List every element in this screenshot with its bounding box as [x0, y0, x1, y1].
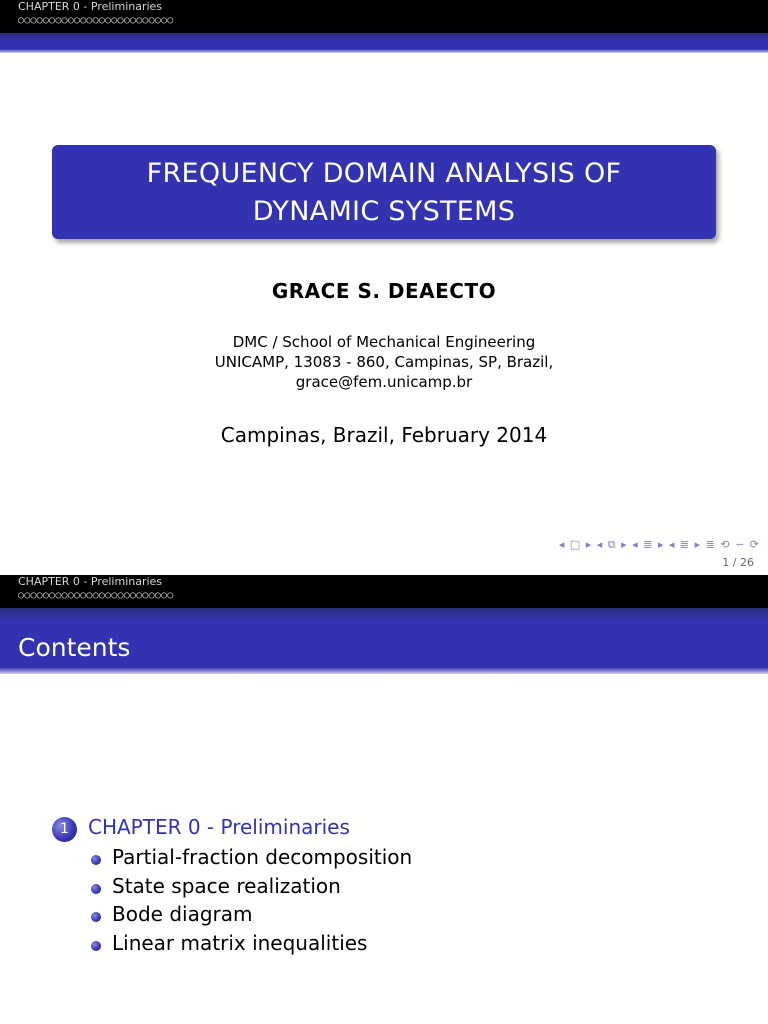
toc-subsection-label[interactable]: State space realization	[112, 873, 341, 898]
toc-subsection-label[interactable]: Bode diagram	[112, 902, 253, 926]
title-box	[52, 145, 716, 239]
institution-line-2: UNICAMP, 13083 - 860, Campinas, SP, Brazil,	[214, 353, 554, 371]
section-number-badge: 1	[52, 817, 77, 842]
header-bar	[0, 0, 768, 33]
slide-progress-dots[interactable]: ○○○○○○○○○○○○○○○○○○○○○○○○○	[18, 15, 174, 26]
bullet-icon	[91, 855, 101, 865]
author-name: GRACE S. DEAECTO	[271, 279, 497, 303]
bullet-icon	[91, 941, 101, 951]
toc-subsection-label[interactable]: Linear matrix inequalities	[112, 930, 368, 955]
institution-line-1: DMC / School of Mechanical Engineering	[232, 333, 536, 351]
bullet-icon	[91, 884, 101, 894]
header-band	[0, 33, 768, 53]
header-section-link[interactable]: CHAPTER 0 - Preliminaries	[18, 575, 163, 588]
institution-block	[0, 332, 768, 392]
header-bar	[0, 575, 768, 608]
beamer-navigation-icons[interactable]: ◂ □ ▸ ◂ ⧉ ▸ ◂ ≣ ▸ ◂ ≣ ▸ ≣ ⟲ ∽ ⟳	[558, 538, 760, 551]
presentation-date: Campinas, Brazil, February 2014	[220, 423, 548, 447]
header-section-link[interactable]: CHAPTER 0 - Preliminaries	[18, 0, 163, 13]
bullet-icon	[91, 912, 101, 922]
contents-slide	[0, 575, 768, 1024]
frame-title: Contents	[18, 633, 131, 662]
title-line-1: FREQUENCY DOMAIN ANALYSIS OF	[146, 158, 622, 189]
slide-progress-dots[interactable]: ○○○○○○○○○○○○○○○○○○○○○○○○○	[18, 590, 174, 601]
author-email: grace@fem.unicamp.br	[295, 373, 473, 391]
toc-section-link[interactable]: CHAPTER 0 - Preliminaries	[88, 815, 350, 839]
title-line-2: DYNAMIC SYSTEMS	[252, 196, 516, 227]
page-number: 1 / 26	[722, 556, 754, 569]
toc-subsection-label[interactable]: Partial-fraction decomposition	[112, 845, 413, 869]
